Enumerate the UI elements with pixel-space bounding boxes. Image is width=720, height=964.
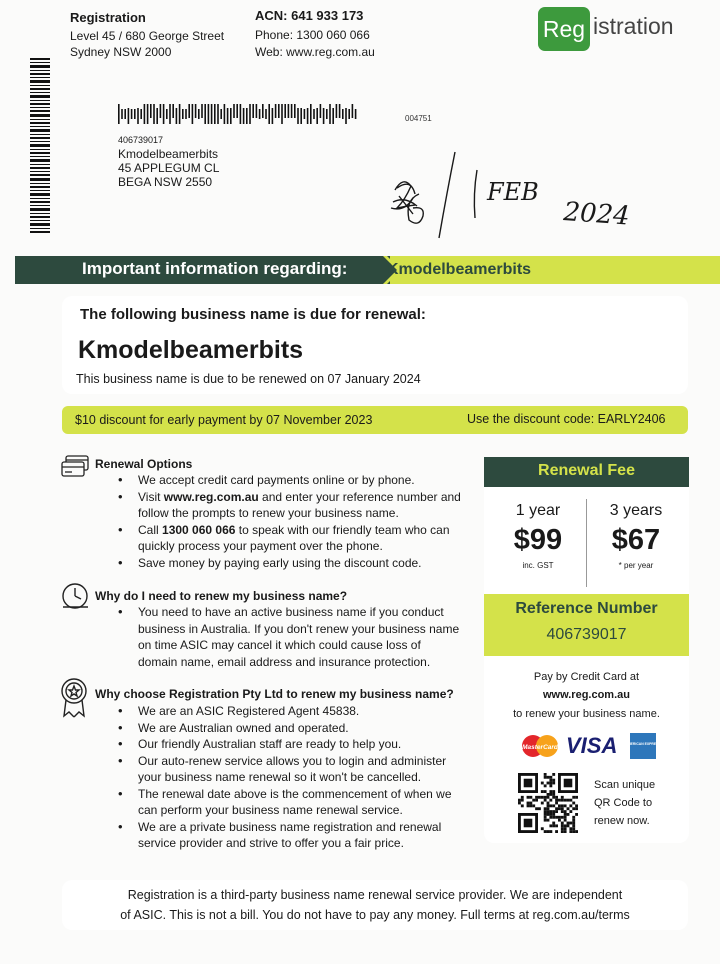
list-item-text: We are Australian owned and operated. [138,720,349,735]
why-choose-list [116,703,456,852]
logo-box: Reg [538,7,590,51]
scan-line-2: QR Code to [594,797,653,809]
reference-number: 406739017 [546,626,627,643]
phone-link[interactable]: 1300 060 066 [162,522,236,537]
fee-note: * per year [618,561,654,570]
renewal-due-text: This business name is due to be renewed on 07 January 2024 [76,372,421,386]
list-item-text: and enter your reference number and follow the prompts to renew your business name. [138,489,461,520]
amex-label: AMERICAN EXPRESS [625,742,661,746]
fee-term: 3 years [609,502,663,519]
renewal-heading: The following business name is due for renewal: [80,306,426,323]
list-item [116,489,471,522]
sender-web: Web: www.reg.com.au [255,45,375,59]
list-item [116,720,456,737]
list-item [116,736,456,753]
recipient-line-1: Kmodelbeamerbits [118,147,219,161]
side-barcode-icon [30,58,50,233]
list-item [116,604,461,670]
list-item [116,703,456,720]
list-item-text: Our friendly Australian staff are ready to help you. [138,737,402,751]
document-number: 004751 [405,114,432,123]
list-item [116,472,471,489]
renewal-fee-card [484,457,689,843]
pay-line-1: Pay by Credit Card at [533,671,640,683]
visa-icon: VISA [566,733,618,758]
fee-price: $67 [611,524,661,556]
fee-note: inc. GST [522,561,554,570]
list-item-text: to speak with our friendly team who can quickly process your payment over the phone. [138,522,450,553]
list-item-text: Save money by paying early using the discount code. [138,555,422,570]
recipient-line-2: 45 APPLEGUM CL [118,161,220,175]
american-express-icon [625,733,661,759]
renewal-fee-title: Renewal Fee [538,462,635,479]
list-item-text: We are a private business name registration and renewal service provider and strive to offer you a fair price. [138,819,442,850]
footer-disclaimer-line-2: of ASIC. This is not a bill. You do not have to pay any money. Full terms at reg.com.au/terms [120,908,630,922]
list-item [116,819,456,852]
list-item-text: The renewal date above is the commencement of when we can perform your business name renewal service. [138,786,452,817]
reference-title: Reference Number [515,600,658,617]
list-item [116,555,471,572]
award-ribbon-icon [58,676,90,720]
discount-code: Use the discount code: EARLY2406 [467,412,666,426]
handwritten-month: FEB [487,178,539,206]
renewal-options-list [116,472,471,571]
list-item [116,786,456,819]
discount-offer: $10 discount for early payment by 07 November 2023 [75,413,373,427]
why-renew-list [116,604,461,670]
qr-code-icon[interactable] [518,773,578,833]
handwritten-date [375,150,675,242]
registration-logo [538,7,688,51]
mastercard-label: MasterCard [522,744,558,751]
website-link[interactable]: www.reg.com.au [163,489,259,504]
sender-address-line-2: Sydney NSW 2000 [70,45,172,59]
list-item [116,753,456,786]
list-item-text: We are an ASIC Registered Agent 45838. [138,704,360,718]
sender-phone: Phone: 1300 060 066 [255,28,370,42]
pay-website-link[interactable]: www.reg.com.au [542,689,630,701]
handwritten-day: 26 [375,150,377,151]
credit-card-icon [60,452,92,484]
list-item [116,522,471,555]
banner-label: Important information regarding: [82,259,348,278]
clock-icon [60,580,92,612]
pay-line-3: to renew your business name. [513,708,660,720]
list-item-text: You need to have an active business name if you conduct business in Australia. If you don't renew your business name on time ASIC may cancel it which could cause loss of domain name, email address and insurance protection. [138,605,460,669]
list-item-text: We accept credit card payments online or by phone. [138,473,415,487]
sender-name: Registration [70,10,146,25]
fee-option-3-years [586,502,686,570]
scan-line-1: Scan unique [594,779,656,791]
recipient-id: 406739017 [118,135,164,145]
renewal-options-title: Renewal Options [95,457,193,471]
fee-term: 1 year [515,502,561,519]
list-item-text: Visit [138,489,164,504]
list-item-text: Call [138,522,163,537]
footer-disclaimer-line-1: Registration is a third-party business name renewal service provider. We are independent [127,888,623,902]
why-choose-title: Why choose Registration Pty Ltd to renew my business name? [95,687,454,701]
handwritten-year: 2024 [562,197,631,232]
scan-line-3: renew now. [594,815,650,827]
sender-address-line-1: Level 45 / 680 George Street [70,29,225,43]
sender-acn: ACN: 641 933 173 [255,8,364,23]
mastercard-icon [518,733,562,759]
fee-price: $99 [513,524,563,556]
list-item-text: Our auto-renew service allows you to login and administer your business name renewal so it won't be cancelled. [138,753,447,784]
banner-business-name: Kmodelbeamerbits [387,261,532,278]
recipient-line-3: BEGA NSW 2550 [118,175,213,189]
fee-option-1-year [488,502,588,570]
logo-text: istration [593,13,674,39]
why-renew-title: Why do I need to renew my business name? [95,589,348,603]
business-name: Kmodelbeamerbits [78,336,304,364]
recipient-address [118,133,219,189]
postal-barcode-icon [118,104,358,124]
